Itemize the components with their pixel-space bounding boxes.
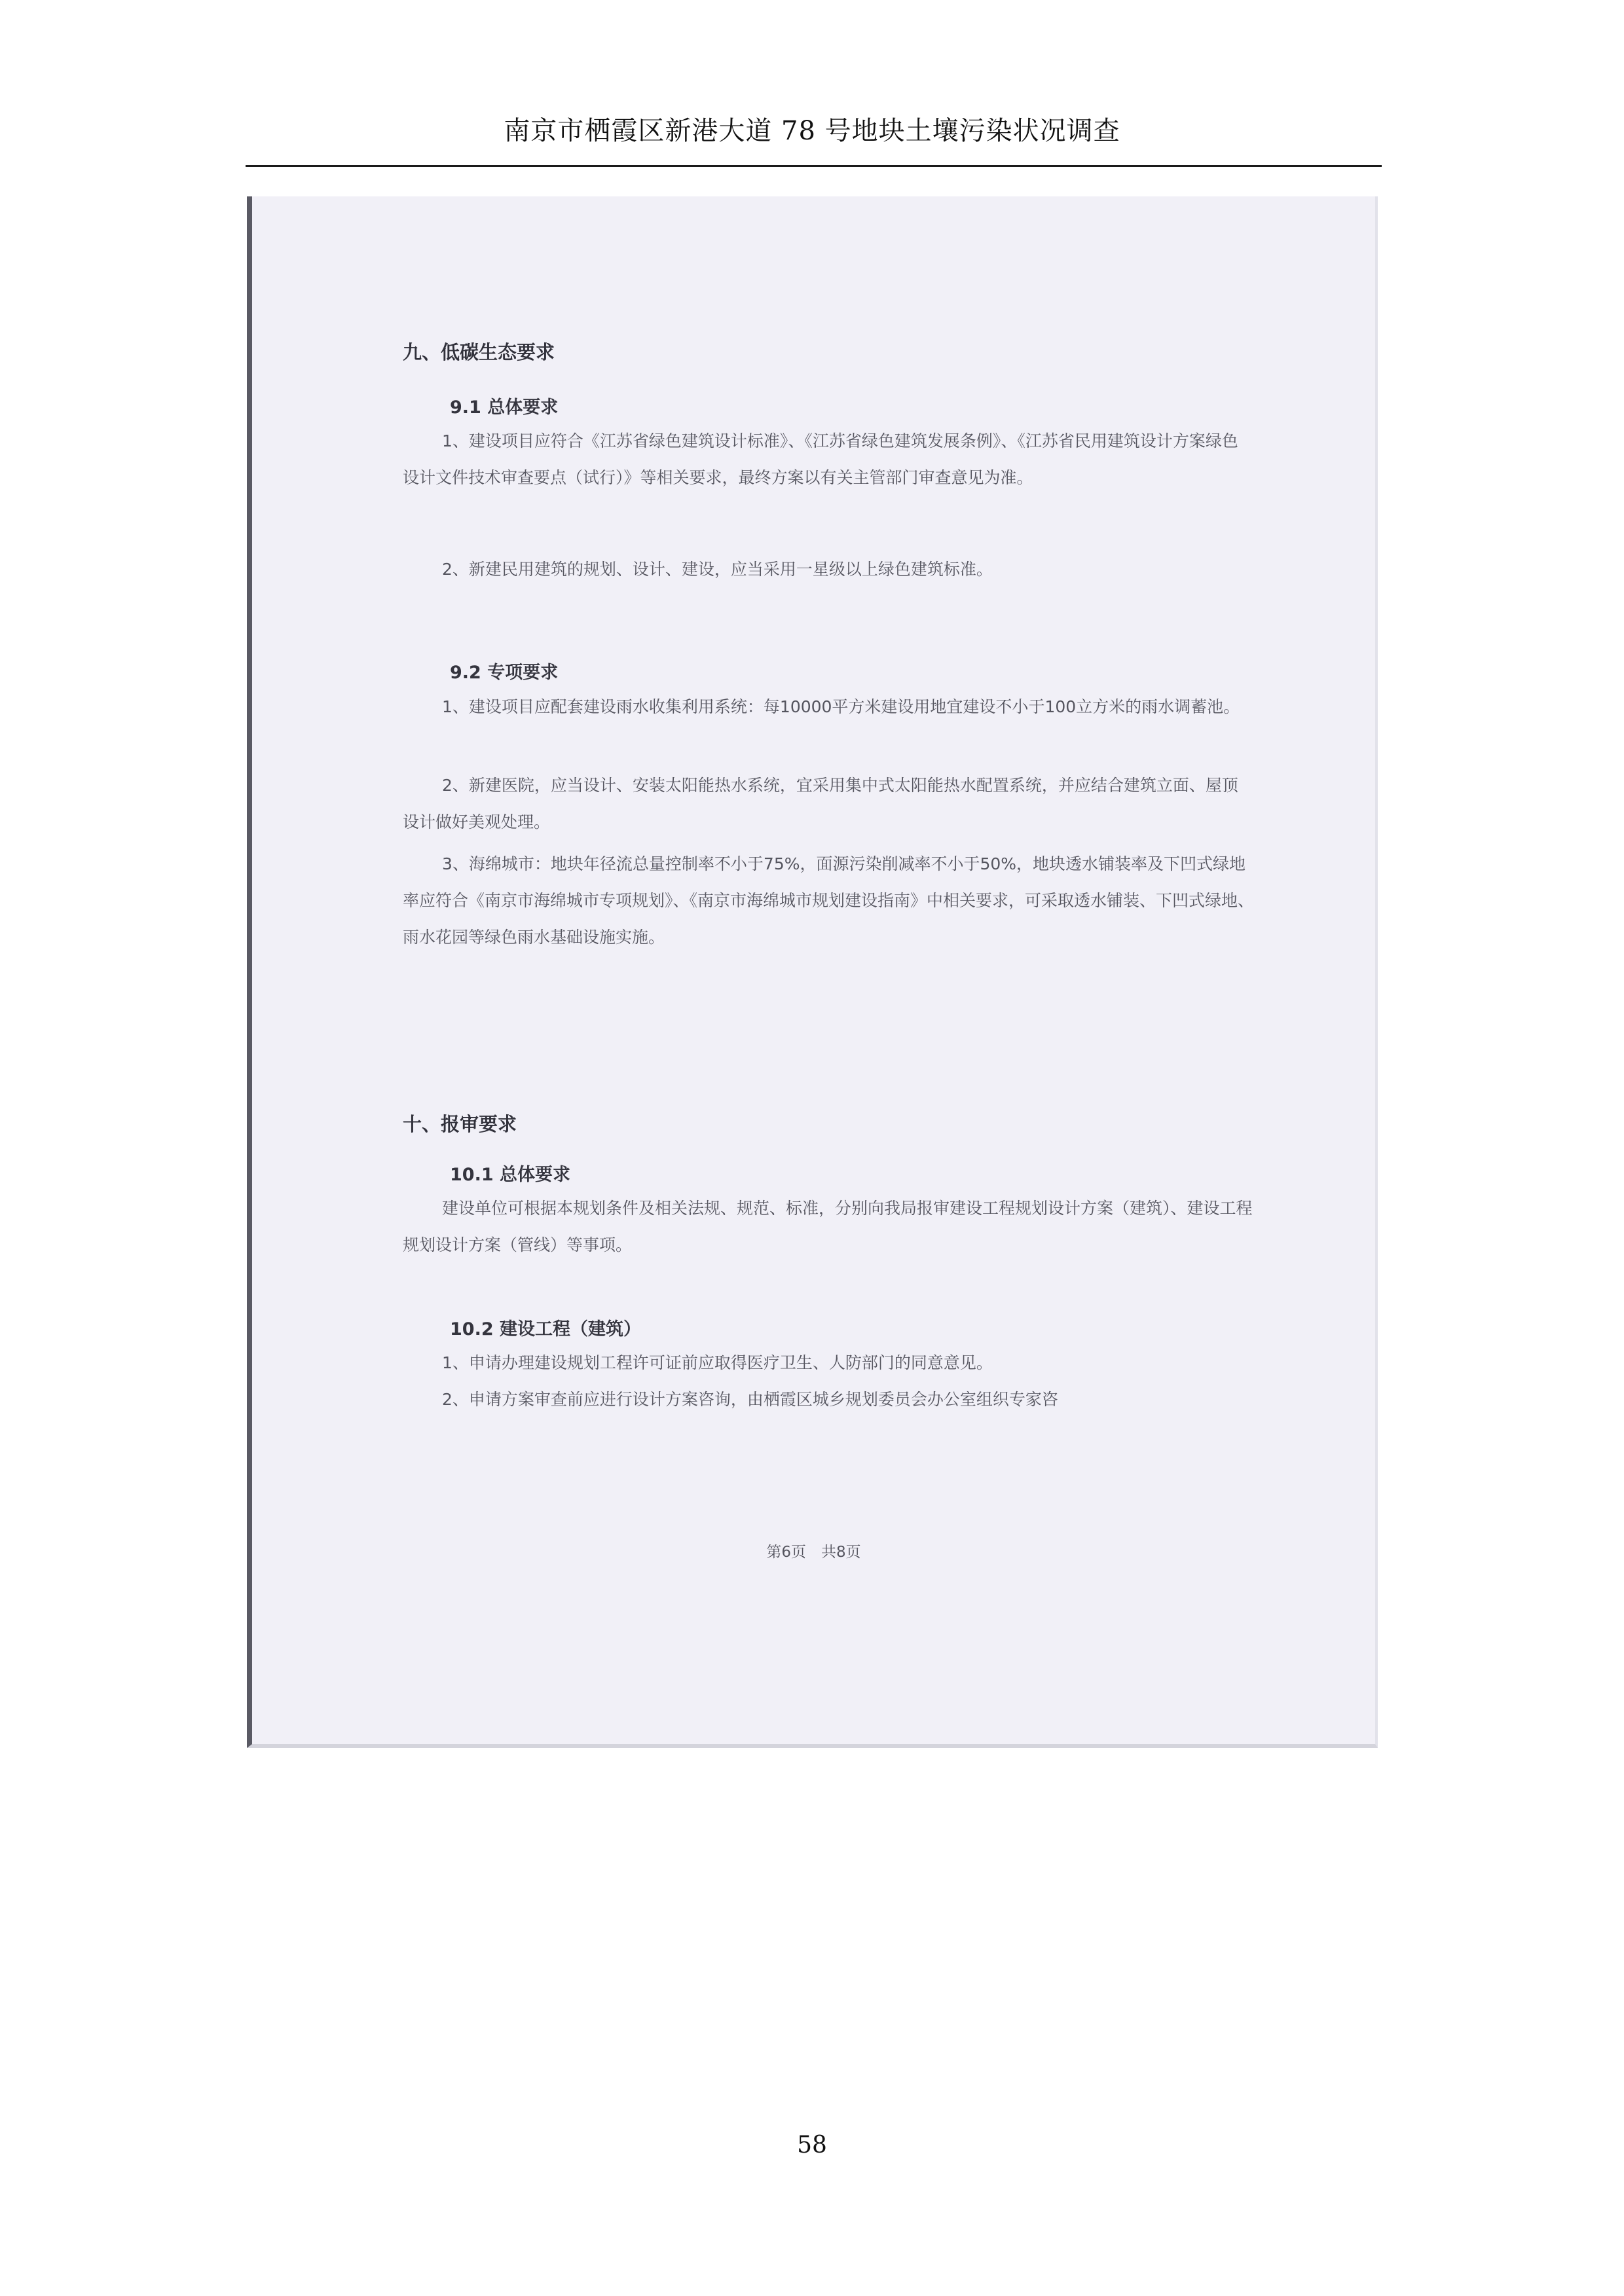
scanned-page-footer: 第6页 共8页 [766,1544,861,1561]
section-10-1-paragraph-1: 建设单位可根据本规划条件及相关法规、规范、标准，分别向我局报审建设工程规划设计方案（建筑）、建设工程规划设计方案（管线）等事项。 [403,1199,1253,1254]
section-10-1-heading: 10.1 总体要求 [450,1165,571,1185]
section-10-heading: 十、报审要求 [403,1113,517,1135]
section-9-heading: 九、低碳生态要求 [403,341,555,363]
section-10-2-paragraph-2: 2、申请方案审查前应进行设计方案咨询，由栖霞区城乡规划委员会办公室组织专家咨 [442,1390,1058,1409]
section-10-2-heading: 10.2 建设工程（建筑） [450,1319,642,1339]
section-9-2-heading: 9.2 专项要求 [450,663,559,683]
section-9-2-paragraph-1: 1、建设项目应配套建设雨水收集利用系统：每10000平方米建设用地宜建设不小于100立方米的雨水调蓄池。 [442,697,1240,716]
section-9-2-paragraph-3: 3、海绵城市：地块年径流总量控制率不小于75%，面源污染削减率不小于50%，地块透水铺装率及下凹式绿地率应符合《南京市海绵城市专项规划》、《南京市海绵城市规划建设指南》中相关要求，可采取透水铺装、下凹式绿地、雨水花园等绿色雨水基础设施实施。 [403,854,1255,947]
page-number: 58 [797,2132,827,2159]
section-9-2-paragraph-2: 2、新建医院，应当设计、安装太阳能热水系统，宜采用集中式太阳能热水配置系统，并应结合建筑立面、屋顶设计做好美观处理。 [403,776,1238,831]
section-10-2-paragraph-1: 1、申请办理建设规划工程许可证前应取得医疗卫生、人防部门的同意意见。 [442,1353,993,1372]
scanned-page-content [252,196,1375,1744]
section-9-1-paragraph-2: 2、新建民用建筑的规划、设计、建设，应当采用一星级以上绿色建筑标准。 [442,560,993,579]
scanned-document-image [247,196,1378,1748]
section-9-1-heading: 9.1 总体要求 [450,397,559,418]
header-divider [246,165,1382,167]
section-9-1-paragraph-1: 1、建设项目应符合《江苏省绿色建筑设计标准》、《江苏省绿色建筑发展条例》、《江苏省民用建筑设计方案绿色设计文件技术审查要点（试行）》等相关要求，最终方案以有关主管部门审查意见为准。 [403,431,1238,487]
page-header-title: 南京市栖霞区新港大道 78 号地块土壤污染状况调查 [504,116,1120,146]
